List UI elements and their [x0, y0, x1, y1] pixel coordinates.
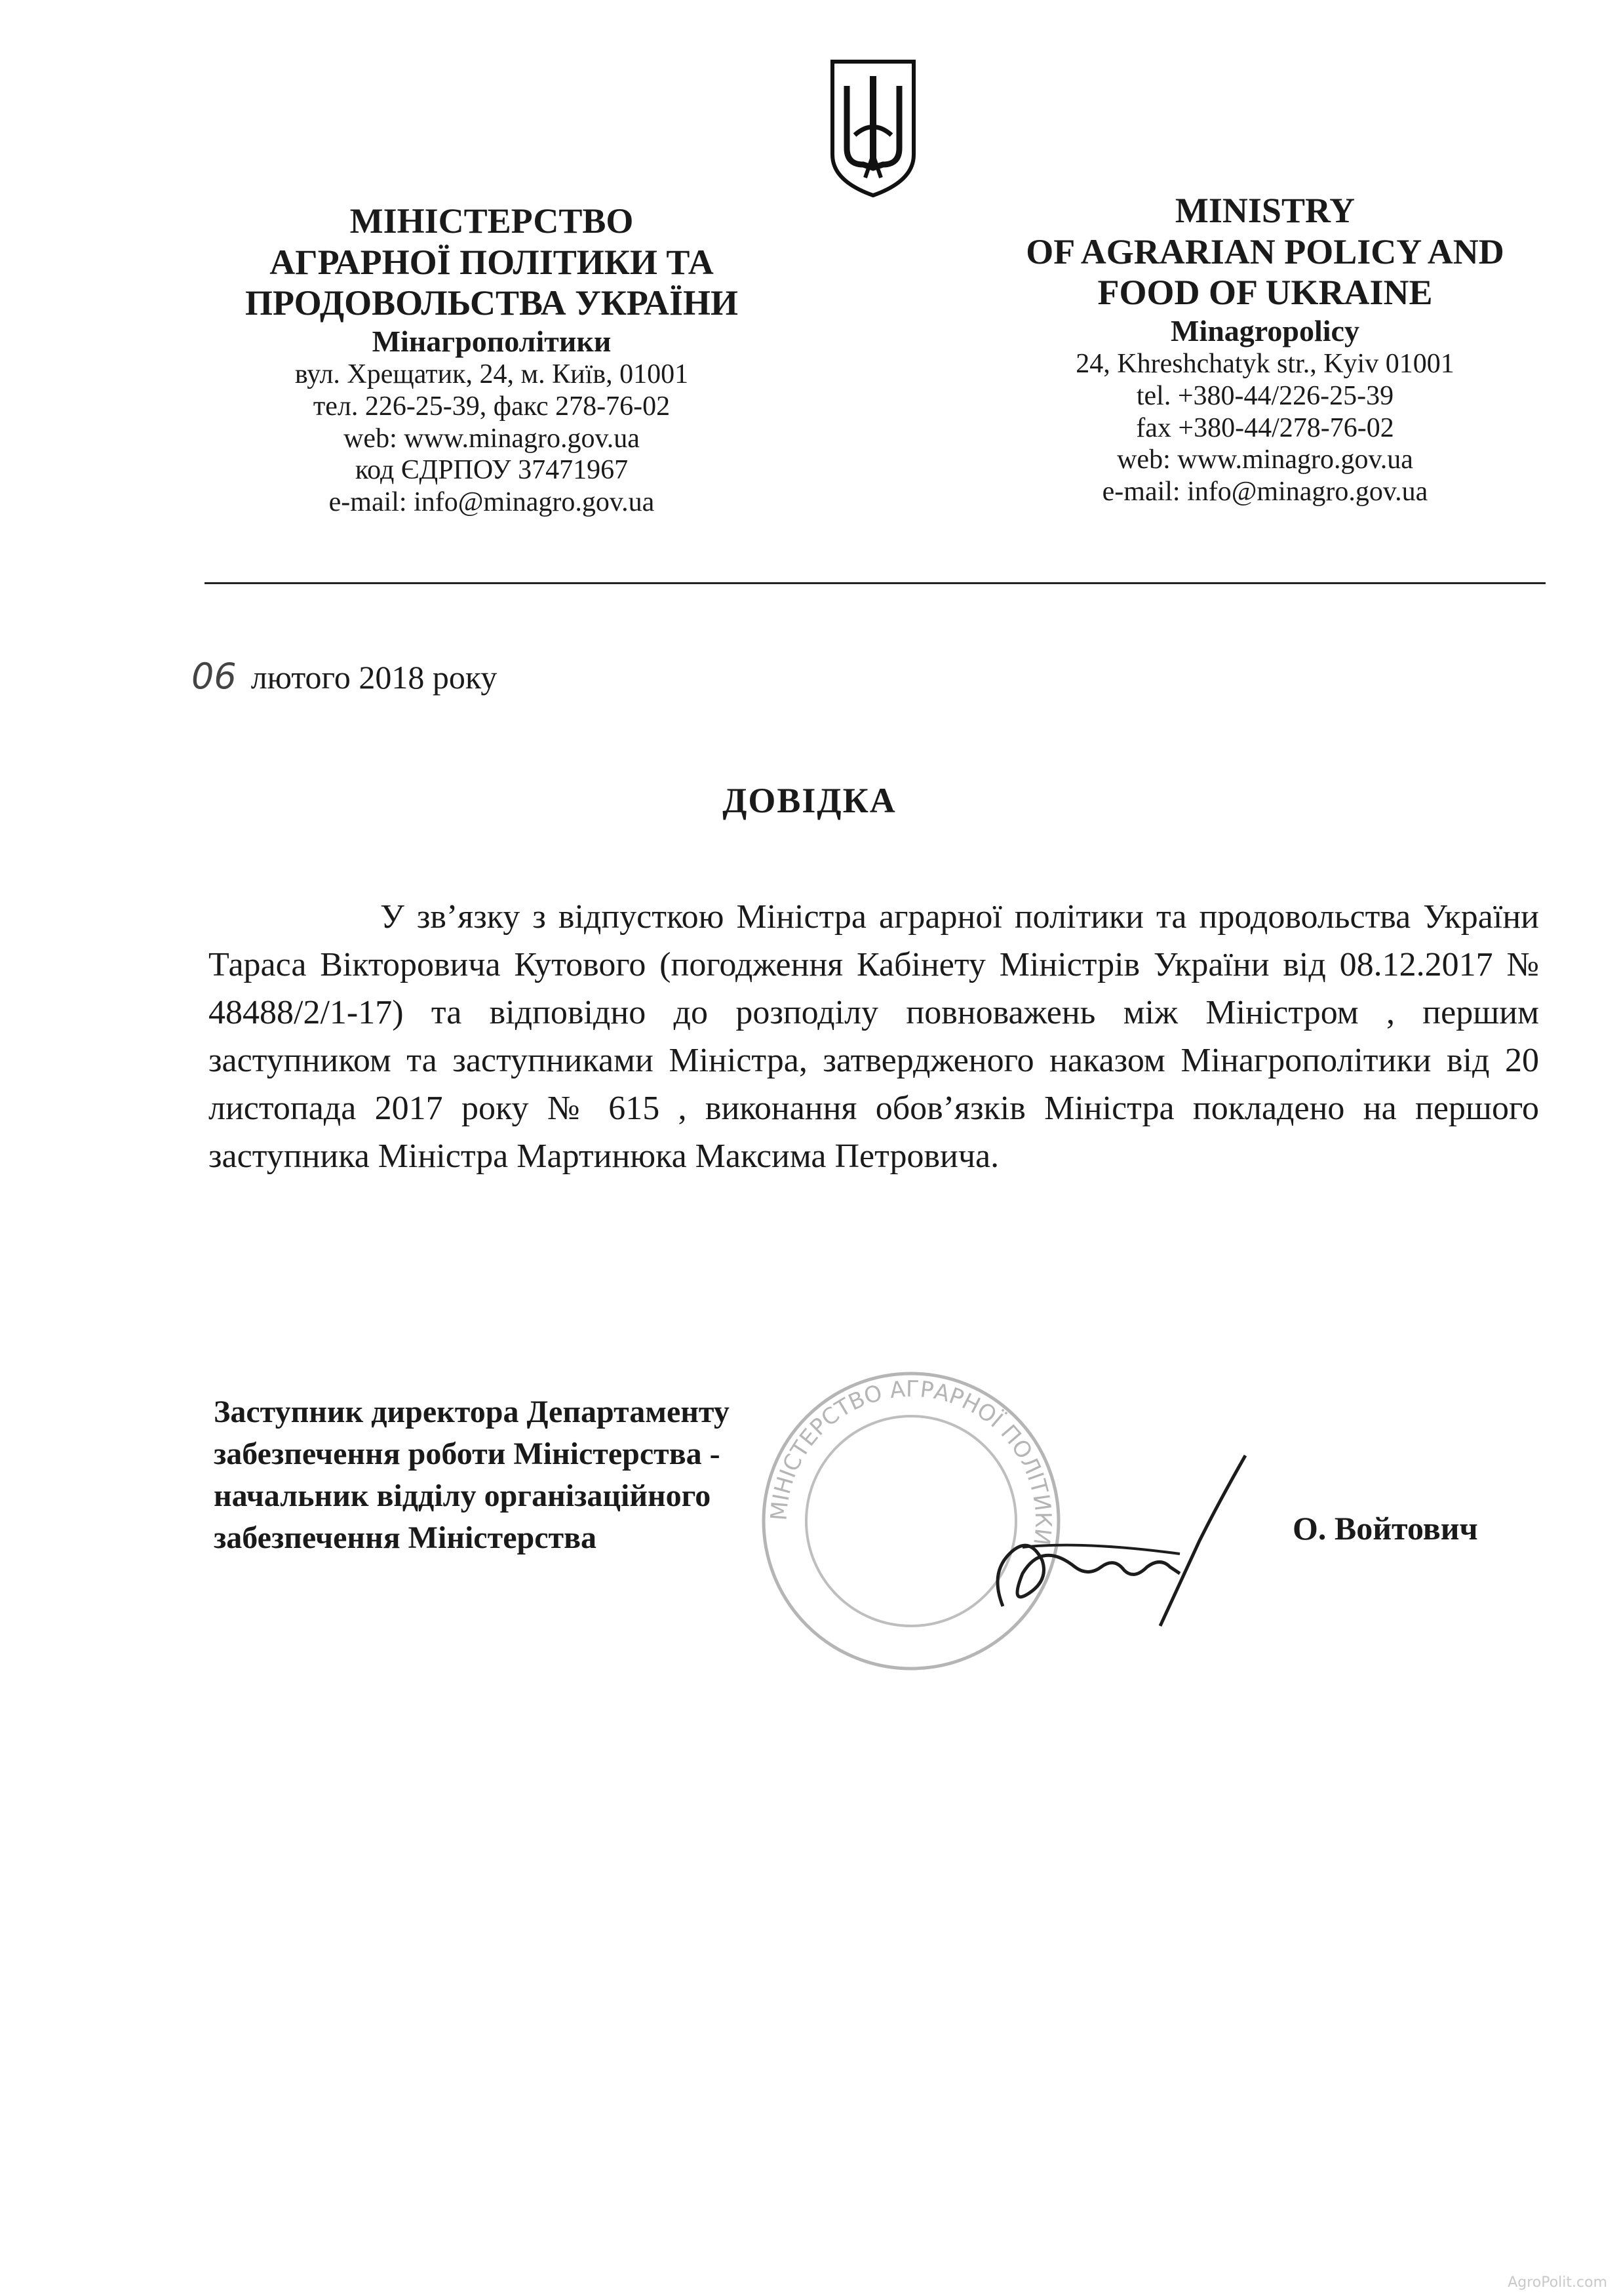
ministry-name-en-line2: OF AGRARIAN POLICY AND: [1026, 231, 1504, 271]
ministry-address-en: 24, Khreshchatyk str., Kyiv 01001: [1076, 349, 1454, 380]
ministry-name-line1: МІНІСТЕРСТВО: [349, 201, 634, 241]
trident-coat-of-arms-icon: [827, 56, 919, 201]
letterhead-ukrainian: [197, 201, 787, 519]
signer-position-line1: Заступник директора Департаменту: [214, 1395, 730, 1429]
ministry-name-line2: АГРАРНОЇ ПОЛІТИКИ ТА: [269, 242, 714, 282]
header-divider: [205, 582, 1546, 584]
letterhead-english: [983, 190, 1547, 508]
ministry-edrpou: код ЄДРПОУ 37471967: [355, 455, 629, 486]
ministry-email-en: e-mail: info@minagro.gov.ua: [1102, 477, 1428, 507]
ministry-phone-en: tel. +380-44/226-25-39: [1136, 380, 1394, 411]
ministry-web-en: web: www.minagro.gov.ua: [1117, 445, 1413, 475]
date-day-handwritten: 06: [191, 656, 237, 697]
ministry-email: e-mail: info@minagro.gov.ua: [328, 487, 655, 518]
ministry-name-en-line1: MINISTRY: [1175, 191, 1356, 230]
ministry-short-name: Мінагрополітики: [372, 324, 612, 358]
signer-position-line4: забезпечення Міністерства: [214, 1520, 596, 1555]
ministry-name-en-line3: FOOD OF UKRAINE: [1097, 273, 1433, 313]
document-body: У зв’язку з відпусткою Міністра аграрної політики та продовольства України Тараса Вікторовича Кутового (погодження Кабінету Міністрів України від 08.12.2017 № 48488/2/1-17) та відповідно до розподілу повноважень між Міністром , першим заступником та заступниками Міністра, затвердженого наказом Мінагрополітики від 20 листопада 2017 року № 615 , виконання обов’язків Міністра покладено на першого заступника Міністра Мартинюка Максима Петровича.: [208, 898, 1539, 1175]
handwritten-signature: [983, 1442, 1258, 1639]
ministry-short-name-en: Minagropolicy: [1171, 313, 1359, 347]
stamp-text: МІНІСТЕРСТВО АГРАРНОЇ ПОЛІТИКИ: [766, 1376, 1057, 1547]
site-watermark: AgroPolit.com: [1508, 2274, 1607, 2291]
document-title: ДОВІДКА: [722, 781, 897, 820]
ministry-phone-fax: тел. 226-25-39, факс 278-76-02: [313, 391, 671, 422]
signer-position-line2: забезпечення роботи Міністерства -: [214, 1436, 720, 1471]
signer-position: [214, 1391, 869, 1559]
ministry-fax-en: fax +380-44/278-76-02: [1136, 412, 1394, 443]
ministry-name-line3: ПРОДОВОЛЬСТВА УКРАЇНИ: [244, 283, 739, 323]
ministry-address: вул. Хрещатик, 24, м. Київ, 01001: [294, 359, 689, 390]
date-month-year: лютого 2018 року: [250, 659, 497, 696]
signer-position-line3: начальник відділу організаційного: [214, 1478, 711, 1513]
ministry-web: web: www.minagro.gov.ua: [343, 423, 640, 454]
document-date: [191, 656, 497, 697]
signer-name: О. Войтович: [1293, 1510, 1478, 1547]
